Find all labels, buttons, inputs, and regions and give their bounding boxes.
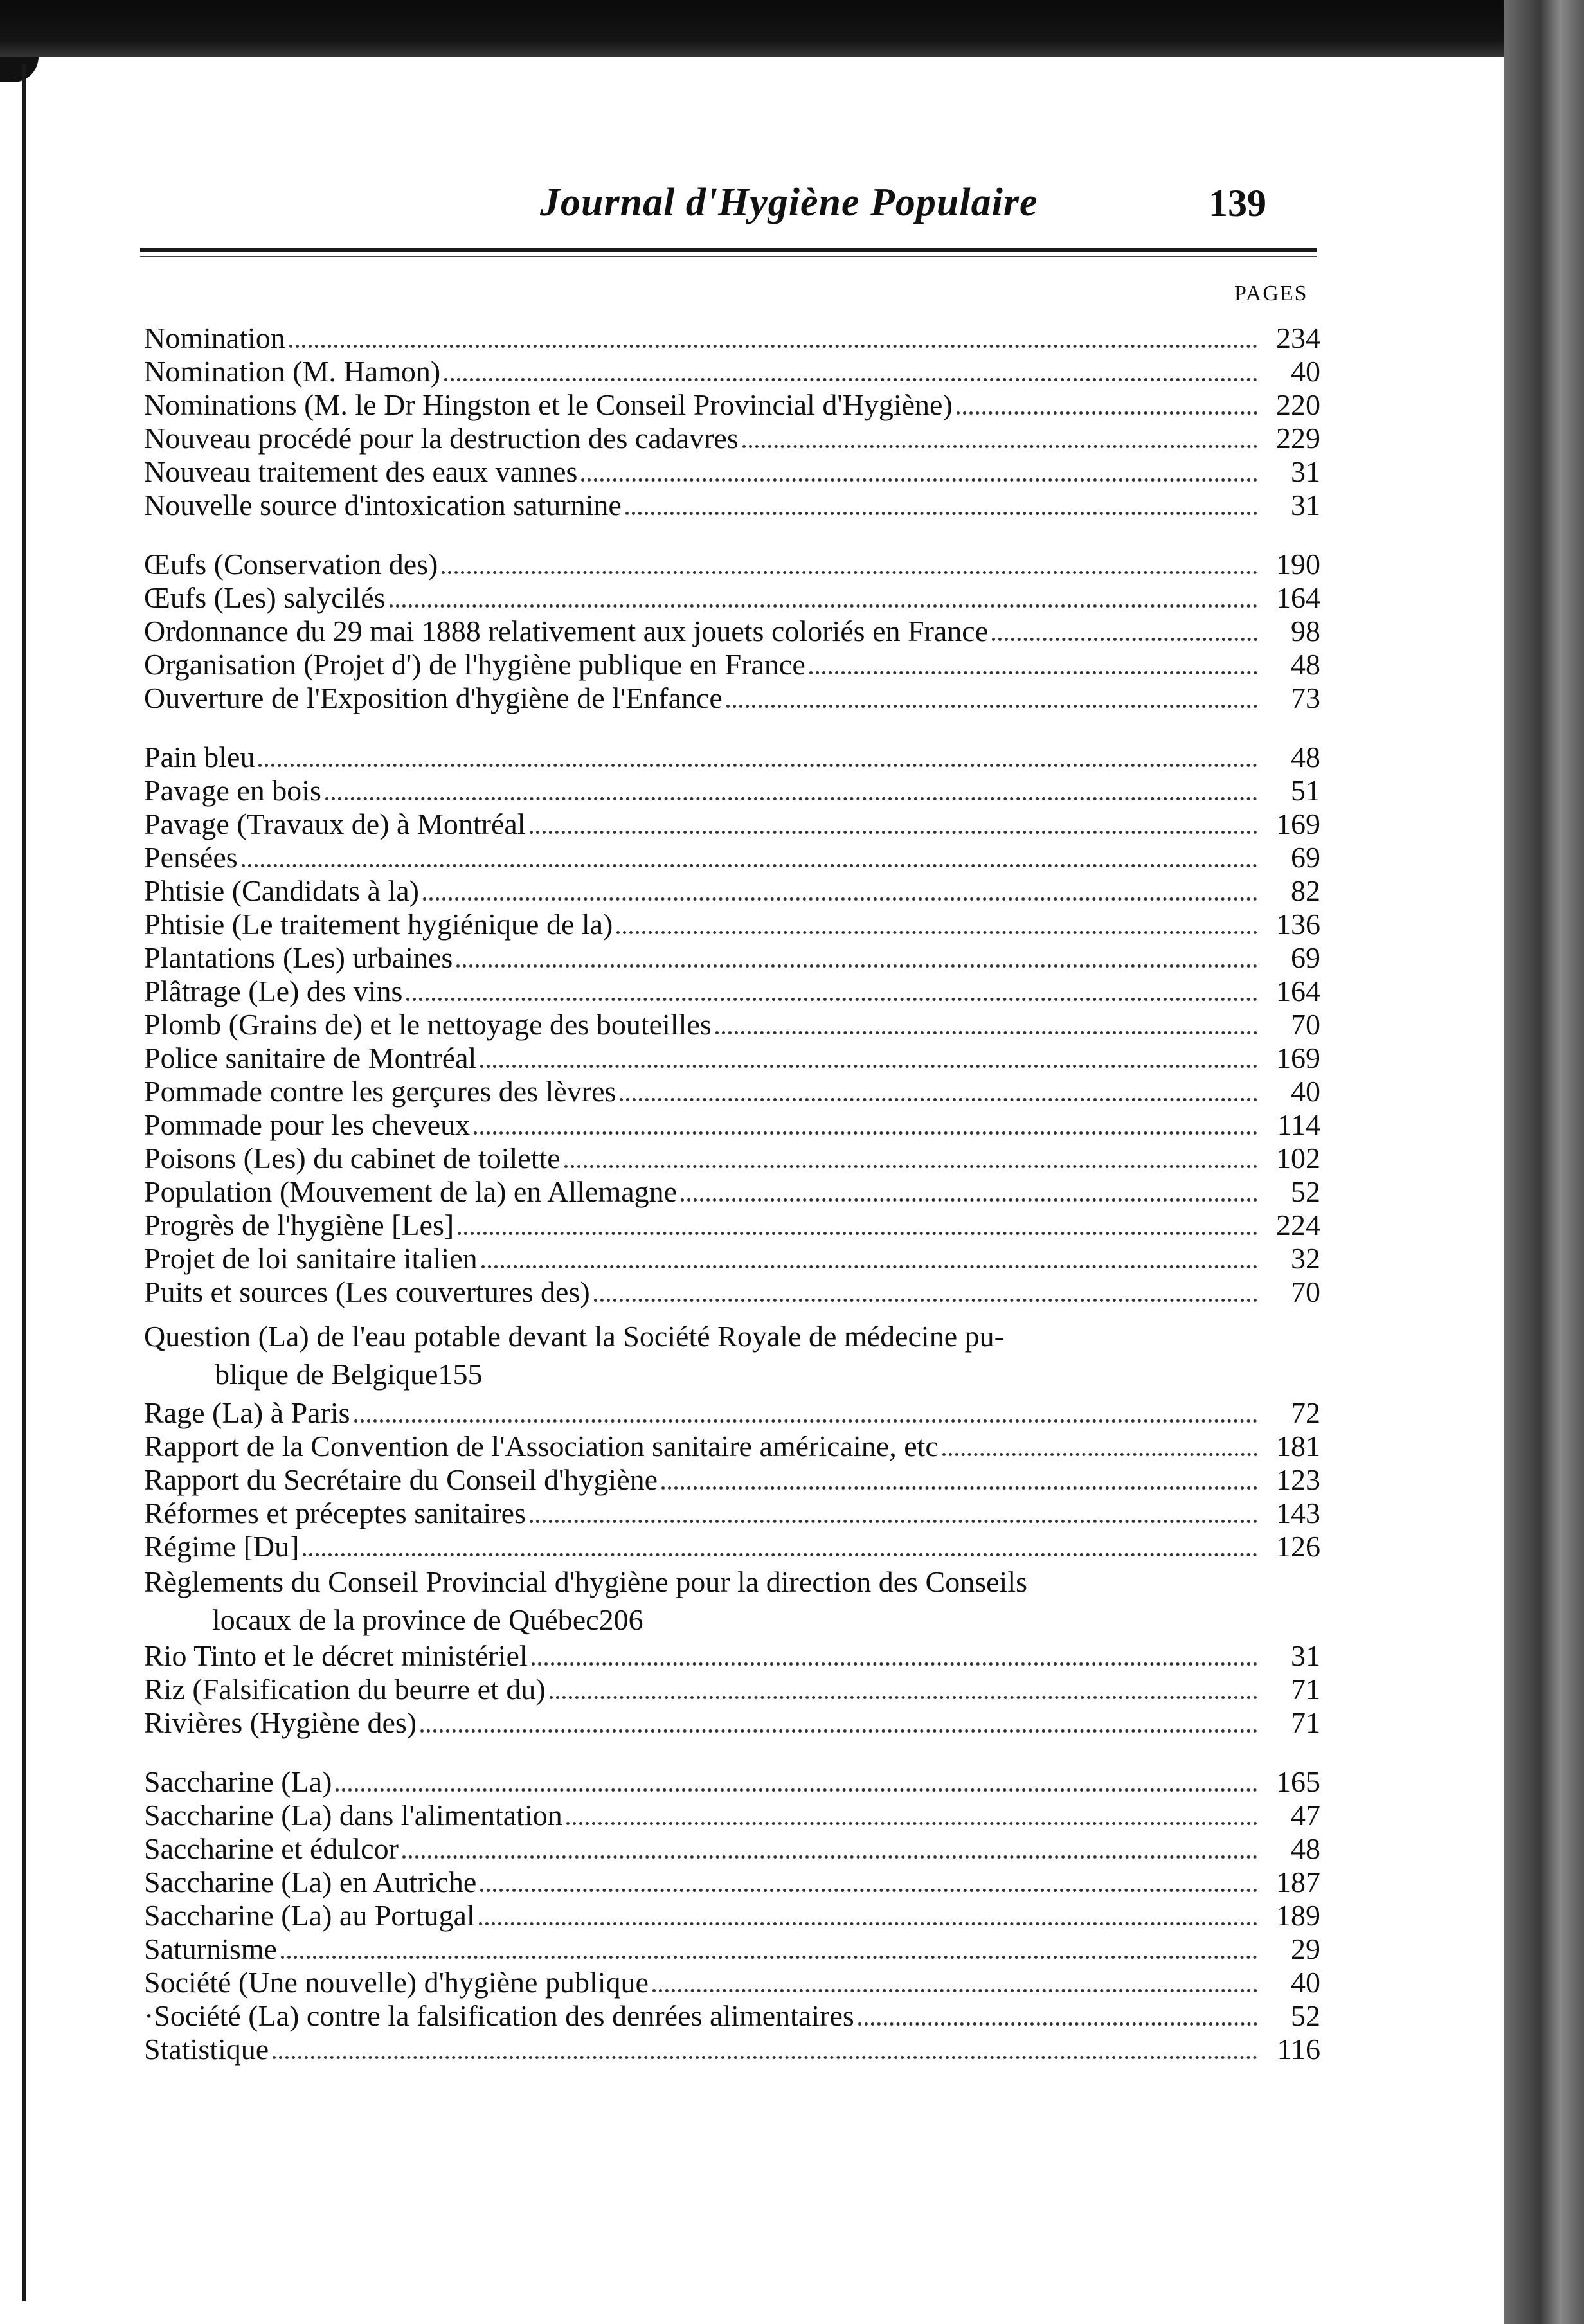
entry-title: Rapport du Secrétaire du Conseil d'hygiène	[144, 1463, 658, 1496]
dot-leader	[303, 1553, 1257, 1556]
dot-leader	[809, 671, 1257, 674]
entry-page: 189	[1276, 1899, 1320, 1932]
dot-leader	[281, 1956, 1257, 1959]
entry-page: 82	[1291, 874, 1320, 907]
dot-leader	[566, 1822, 1257, 1825]
dot-leader	[681, 1198, 1257, 1202]
entry-page: 48	[1291, 741, 1320, 773]
entry-title: Population (Mouvement de la) en Allemagne	[144, 1175, 678, 1208]
index-entry	[144, 648, 1320, 681]
entry-page: 224	[1276, 1209, 1320, 1241]
dot-leader	[620, 1098, 1257, 1101]
entry-page: 98	[1291, 615, 1320, 647]
entry-title: Rage (La) à Paris	[144, 1396, 350, 1429]
dot-leader	[479, 1922, 1257, 1925]
dot-leader	[742, 445, 1257, 448]
dot-leader	[474, 1131, 1257, 1135]
entry-page: 70	[1291, 1275, 1320, 1308]
entry-page: 69	[1291, 941, 1320, 974]
dot-leader	[581, 478, 1257, 482]
index-entry	[144, 355, 1320, 388]
entry-page: 114	[1277, 1108, 1320, 1141]
entry-title: Projet de loi sanitaire italien	[144, 1242, 478, 1275]
entry-page: 71	[1291, 1673, 1320, 1706]
entry-page: 71	[1291, 1706, 1320, 1739]
index-entry	[144, 681, 1320, 715]
entry-title: Pavage en bois	[144, 774, 321, 807]
entry-page: 52	[1291, 1999, 1320, 2032]
entry-title: Pavage (Travaux de) à Montréal	[144, 807, 526, 840]
entry-title: Ordonnance du 29 mai 1888 relativement aux jouets coloriés en France	[144, 615, 989, 647]
index-entry	[144, 1966, 1320, 1999]
dot-leader	[325, 797, 1257, 800]
letter-group-o	[144, 548, 1320, 715]
entry-title: Saccharine et édulcor	[144, 1832, 399, 1865]
index-entry	[144, 1075, 1320, 1108]
entry-title: Nomination	[144, 321, 285, 354]
index-entry	[144, 1832, 1320, 1866]
entry-title: Statistique	[144, 2033, 269, 2066]
index-entry	[144, 1108, 1320, 1142]
entry-title: Ouverture de l'Exposition d'hygiène de l'Enfance	[144, 681, 723, 714]
entry-page: 234	[1276, 321, 1320, 354]
dot-leader	[456, 964, 1257, 968]
entry-title: Réformes et préceptes sanitaires	[144, 1497, 526, 1529]
entry-page: 70	[1291, 1008, 1320, 1041]
entry-title: Société (Une nouvelle) d'hygiène publique	[144, 1966, 649, 1999]
entry-page: 52	[1291, 1175, 1320, 1208]
entry-title: ·Société (La) contre la falsification des denrées alimentaires	[144, 1999, 854, 2032]
entry-title: Saccharine (La)	[144, 1765, 332, 1798]
entry-page: 31	[1291, 455, 1320, 488]
dot-leader	[423, 897, 1257, 901]
entry-page: 220	[1276, 388, 1320, 421]
index-entry	[144, 1008, 1320, 1041]
entry-page: 32	[1291, 1242, 1320, 1275]
dot-leader	[564, 1165, 1257, 1168]
entry-page: 155	[438, 1358, 483, 1391]
dot-leader	[616, 931, 1257, 934]
index-entry	[144, 1899, 1320, 1932]
index-entry	[144, 1142, 1320, 1175]
index-entry	[144, 1041, 1320, 1075]
entry-page: 164	[1276, 975, 1320, 1007]
group-spacer	[144, 1740, 1320, 1765]
dot-leader	[406, 998, 1257, 1001]
dot-leader	[458, 1232, 1257, 1235]
dot-leader	[480, 1065, 1257, 1068]
entry-page: 40	[1291, 1075, 1320, 1108]
entry-title: Plomb (Grains de) et le nettoyage des bouteilles	[144, 1008, 712, 1041]
entry-title: Saccharine (La) dans l'alimentation	[144, 1799, 562, 1832]
entry-title-line1: Question (La) de l'eau potable devant la Société Royale de médecine pu-	[144, 1320, 1004, 1353]
entry-title: Rio Tinto et le décret ministériel	[144, 1639, 528, 1672]
entry-title: Pain bleu	[144, 741, 255, 773]
entry-title-line2: blique de Belgique	[215, 1358, 438, 1391]
entry-title: Rapport de la Convention de l'Association sanitaire américaine, etc	[144, 1430, 939, 1463]
index-entry	[144, 908, 1320, 941]
entry-title: Nomination (M. Hamon)	[144, 355, 441, 388]
entry-page: 169	[1276, 1041, 1320, 1074]
entry-page: 40	[1291, 1966, 1320, 1999]
entry-page: 72	[1291, 1396, 1320, 1429]
dot-leader	[992, 638, 1257, 641]
index-entry	[144, 455, 1320, 489]
index-entry	[144, 581, 1320, 615]
entry-title: Phtisie (Candidats à la)	[144, 874, 419, 907]
index-entry	[144, 1463, 1320, 1497]
entry-page: 181	[1276, 1430, 1320, 1463]
index-entry	[144, 1430, 1320, 1463]
entry-title: Régime [Du]	[144, 1530, 300, 1563]
index-entry-multiline	[144, 1563, 1320, 1639]
entry-page: 73	[1291, 681, 1320, 714]
entry-page: 116	[1277, 2033, 1320, 2066]
group-spacer	[144, 1309, 1320, 1318]
entry-title: Saturnisme	[144, 1932, 277, 1965]
index-entry	[144, 1242, 1320, 1275]
entry-title: Rivières (Hygiène des)	[144, 1706, 417, 1739]
entry-title-line1: Règlements du Conseil Provincial d'hygiène pour la direction des Conseils	[144, 1565, 1028, 1598]
index-entry	[144, 941, 1320, 975]
entry-title: Saccharine (La) au Portugal	[144, 1899, 475, 1932]
dot-leader	[594, 1299, 1257, 1302]
dot-leader	[957, 411, 1257, 415]
entry-page: 48	[1291, 648, 1320, 681]
entry-page: 48	[1291, 1832, 1320, 1865]
index-entry	[144, 1175, 1320, 1209]
index-entry	[144, 1765, 1320, 1799]
dot-leader	[726, 705, 1257, 708]
entry-title: Nominations (M. le Dr Hingston et le Conseil Provincial d'Hygiène)	[144, 388, 953, 421]
index-entry	[144, 741, 1320, 774]
dot-leader	[444, 378, 1257, 381]
group-spacer	[144, 715, 1320, 741]
index-entry	[144, 774, 1320, 807]
entry-title: Nouveau procédé pour la destruction des cadavres	[144, 422, 739, 455]
entry-continuation	[144, 1355, 1320, 1394]
letter-group-q	[144, 1318, 1320, 1394]
entry-page: 169	[1276, 807, 1320, 840]
dot-leader	[482, 1265, 1257, 1268]
scan-right-edge	[1504, 0, 1584, 2324]
entry-title: Plantations (Les) urbaines	[144, 941, 453, 974]
entry-page: 29	[1291, 1932, 1320, 1965]
index-entry	[144, 1673, 1320, 1706]
scan-top-edge	[0, 0, 1504, 57]
index-entry	[144, 615, 1320, 648]
index-entry	[144, 975, 1320, 1008]
entry-page: 190	[1276, 548, 1320, 581]
index-entry	[144, 1866, 1320, 1899]
entry-page: 136	[1276, 908, 1320, 941]
entry-title: Pommade contre les gerçures des lèvres	[144, 1075, 616, 1108]
entry-page: 40	[1291, 355, 1320, 388]
dot-leader	[242, 864, 1257, 867]
index-entry	[144, 1799, 1320, 1832]
dot-leader	[273, 2056, 1257, 2059]
index-entry	[144, 2033, 1320, 2066]
index-entry	[144, 1497, 1320, 1530]
entry-page: 187	[1276, 1866, 1320, 1898]
letter-group-r	[144, 1396, 1320, 1740]
entry-page: 143	[1276, 1497, 1320, 1529]
dot-leader	[662, 1486, 1257, 1490]
entry-page: 69	[1291, 841, 1320, 874]
journal-title: Journal d'Hygiène Populaire	[540, 181, 1038, 224]
dot-leader	[354, 1419, 1257, 1423]
entry-title: Plâtrage (Le) des vins	[144, 975, 403, 1007]
index-entry	[144, 1932, 1320, 1966]
page-number: 139	[1209, 182, 1266, 224]
entry-page: 102	[1276, 1142, 1320, 1175]
index-list	[144, 321, 1320, 2066]
dot-leader	[942, 1453, 1257, 1456]
entry-title-line2: locaux de la province de Québec	[212, 1603, 599, 1636]
letter-group-n	[144, 321, 1320, 522]
index-entry	[144, 1706, 1320, 1740]
dot-leader	[390, 604, 1257, 608]
dot-leader	[442, 571, 1257, 574]
entry-title: Organisation (Projet d') de l'hygiène publique en France	[144, 648, 806, 681]
entry-page: 31	[1291, 489, 1320, 521]
index-entry	[144, 1530, 1320, 1563]
letter-group-p	[144, 741, 1320, 1309]
pages-column-label: PAGES	[1234, 282, 1308, 305]
entry-title: Œufs (Les) salycilés	[144, 581, 386, 614]
dot-leader	[289, 345, 1257, 348]
index-entry	[144, 1999, 1320, 2033]
group-spacer	[144, 522, 1320, 548]
header-rule-thick	[140, 248, 1317, 252]
entry-title: Pommade pour les cheveux	[144, 1108, 471, 1141]
index-entry	[144, 1209, 1320, 1242]
entry-title: Phtisie (Le traitement hygiénique de la)	[144, 908, 613, 941]
index-entry	[144, 1396, 1320, 1430]
entry-title: Nouvelle source d'intoxication saturnine	[144, 489, 622, 521]
entry-page: 47	[1291, 1799, 1320, 1832]
index-entry	[144, 807, 1320, 841]
entry-page: 206	[598, 1603, 644, 1636]
index-entry	[144, 1275, 1320, 1309]
dot-leader	[626, 512, 1257, 515]
index-entry	[144, 321, 1320, 355]
index-entry	[144, 422, 1320, 455]
scan-page-curl	[0, 57, 39, 82]
entry-page: 123	[1276, 1463, 1320, 1496]
letter-group-s	[144, 1765, 1320, 2066]
entry-title: Progrès de l'hygiène [Les]	[144, 1209, 455, 1241]
dot-leader	[420, 1729, 1257, 1733]
index-entry	[144, 841, 1320, 874]
entry-title: Poisons (Les) du cabinet de toilette	[144, 1142, 561, 1175]
entry-title: Riz (Falsification du beurre et du)	[144, 1673, 546, 1706]
dot-leader	[652, 1989, 1257, 1992]
entry-title: Saccharine (La) en Autriche	[144, 1866, 477, 1898]
scan-left-edge	[22, 64, 26, 2301]
entry-title: Nouveau traitement des eaux vannes	[144, 455, 578, 488]
index-entry	[144, 874, 1320, 908]
dot-leader	[716, 1031, 1257, 1034]
entry-page: 51	[1291, 774, 1320, 807]
index-entry	[144, 1639, 1320, 1673]
header-rule-thin	[140, 256, 1317, 257]
running-head	[0, 167, 1584, 238]
dot-leader	[530, 831, 1257, 834]
entry-page: 31	[1291, 1639, 1320, 1672]
entry-title: Pensées	[144, 841, 238, 874]
entry-title: Puits et sources (Les couvertures des)	[144, 1275, 590, 1308]
dot-leader	[550, 1696, 1257, 1699]
index-entry	[144, 388, 1320, 422]
entry-title: Œufs (Conservation des)	[144, 548, 438, 581]
index-entry	[144, 548, 1320, 581]
index-entry	[144, 489, 1320, 522]
entry-title: Police sanitaire de Montréal	[144, 1041, 477, 1074]
dot-leader	[402, 1855, 1257, 1859]
dot-leader	[258, 764, 1257, 767]
index-entry-multiline	[144, 1318, 1320, 1394]
entry-page: 126	[1276, 1530, 1320, 1563]
dot-leader	[530, 1520, 1257, 1523]
entry-page: 165	[1276, 1765, 1320, 1798]
entry-page: 229	[1276, 422, 1320, 455]
dot-leader	[336, 1788, 1257, 1792]
entry-continuation	[144, 1601, 1320, 1639]
entry-page: 164	[1276, 581, 1320, 614]
dot-leader	[858, 2022, 1257, 2026]
dot-leader	[532, 1662, 1257, 1666]
dot-leader	[480, 1889, 1257, 1892]
